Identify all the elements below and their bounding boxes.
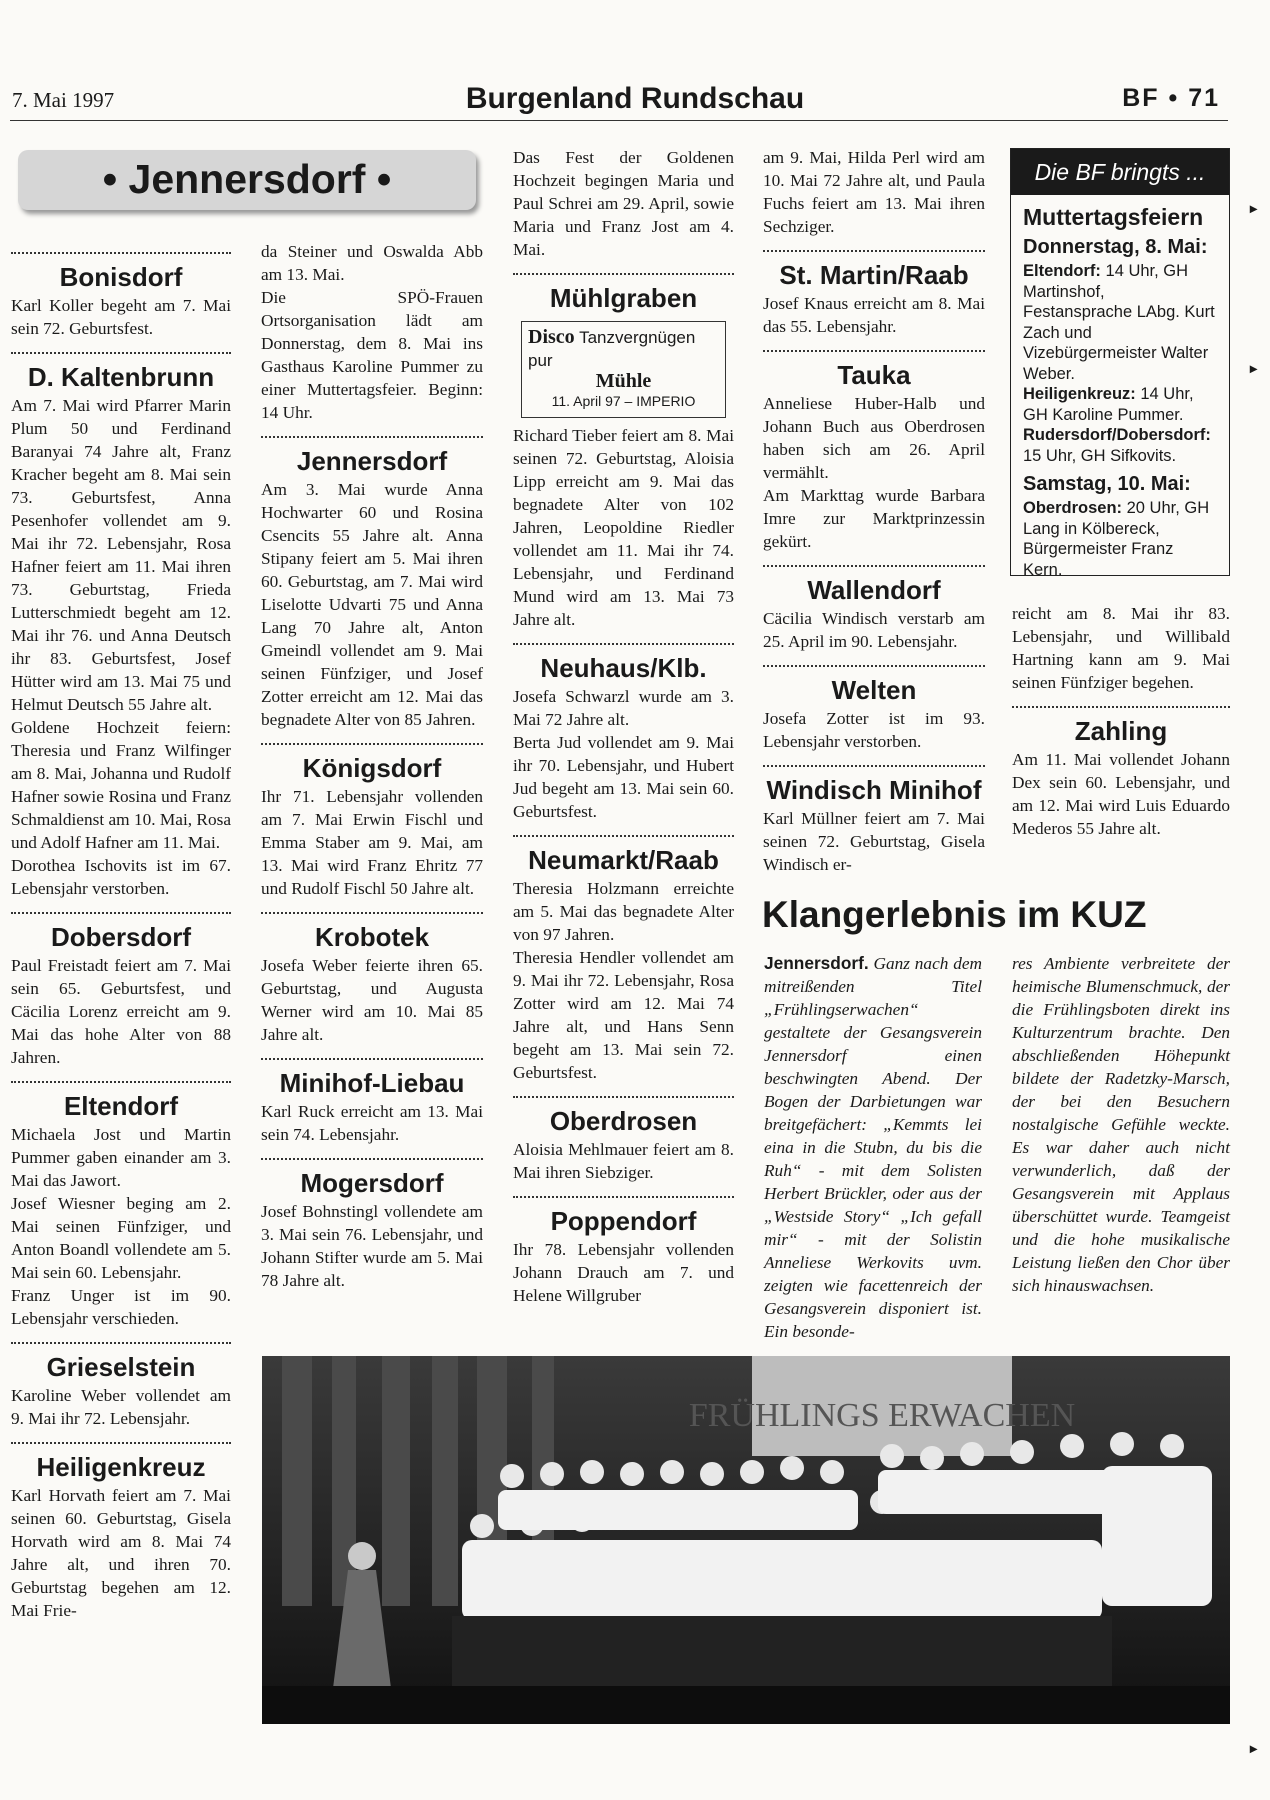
news-paragraph: Josef Knaus erreicht am 8. Mai das 55. Lebensjahr. bbox=[763, 294, 985, 336]
dotted-divider bbox=[261, 436, 483, 438]
news-paragraph: Ihr 71. Lebensjahr vollenden am 7. Mai Erwin Fischl und Emma Staber am 9. Mai, am 13. Mai wird Franz Ehritz 77 und Rudolf Fischl 50 Jahre alt. bbox=[261, 787, 483, 898]
dotted-divider bbox=[513, 1196, 734, 1198]
dotted-divider bbox=[11, 1342, 231, 1344]
locality-heading: St. Martin/Raab bbox=[779, 260, 969, 290]
news-paragraph: Karl Koller begeht am 7. Mai sein 72. Geburtsfest. bbox=[11, 296, 231, 338]
page-header bbox=[0, 82, 1270, 118]
newspaper-title: Burgenland Rundschau bbox=[465, 82, 805, 115]
news-paragraph: Ihr 78. Lebensjahr vollenden Johann Drauch am 7. und Helene Willgruber bbox=[513, 1240, 734, 1305]
ad-venue: Mühle bbox=[595, 370, 652, 392]
news-paragraph: Am 11. Mai vollendet Johann Dex sein 60. Lebensjahr, und am 12. Mai wird Luis Eduardo Mederos 55 Jahre alt. bbox=[1012, 750, 1230, 838]
ad-date: 11. April 97 – IMPERIO bbox=[551, 393, 696, 409]
header-rule bbox=[10, 120, 1228, 121]
locality-heading: Wallendorf bbox=[807, 575, 941, 605]
story-column-b: res Ambiente verbreitete der heimische Blumenschmuck, der die Frühlingsboten direkt ins Kulturzentrum brachte. Den abschließenden Höhepunkt bildete der Radetzky-Marsch, der bei den Besuchern nostalgische Gefühle weckte. Es war daher auch nicht verwunderlich, daß der Gesangsverein mit Applaus überschüttet wurde. Teamgeist und die hohe musikalische Leistung ließen den Chor über sich hinauswachsen. bbox=[1012, 954, 1230, 1295]
news-paragraph: Michaela Jost und Martin Pummer gaben einander am 3. Mai das Jawort. bbox=[11, 1125, 231, 1190]
news-paragraph: Anneliese Huber-Halb und Johann Buch aus Oberdrosen haben sich am 26. April vermählt. bbox=[763, 394, 985, 482]
margin-mark: ▸ bbox=[1250, 360, 1258, 376]
news-paragraph: Karl Horvath feiert am 7. Mai seinen 60. Geburtstag, Gisela Horvath wird am 8. Mai 74 Jahre alt, und ihren 70. Geburtstag begehen am 12. Mai Frie- bbox=[11, 1486, 231, 1620]
dotted-divider bbox=[1012, 706, 1230, 708]
locality-heading: Minihof-Liebau bbox=[279, 1068, 465, 1098]
dotted-divider bbox=[261, 1158, 483, 1160]
locality-heading: Krobotek bbox=[314, 922, 430, 952]
news-paragraph: Das Fest der Goldenen Hochzeit begingen Maria und Paul Schrei am 29. April, sowie Maria und Franz Jost am 4. Mai. bbox=[513, 148, 734, 259]
news-paragraph: da Steiner und Oswalda Abb am 13. Mai. bbox=[261, 242, 483, 284]
page-number: BF • 71 bbox=[1122, 84, 1220, 112]
event-item: Heiligenkreuz: 14 Uhr, GH Karoline Pummer. bbox=[1023, 385, 1194, 424]
locality-heading: Eltendorf bbox=[63, 1091, 179, 1121]
news-paragraph: am 9. Mai, Hilda Perl wird am 10. Mai 72 Jahre alt, und Paula Fuchs feiert am 13. Mai ihren Sechziger. bbox=[763, 148, 985, 236]
news-paragraph: Josefa Schwarzl wurde am 3. Mai 72 Jahre alt. bbox=[513, 687, 734, 729]
events-day-2: Samstag, 10. Mai: bbox=[1023, 473, 1191, 495]
dotted-divider bbox=[261, 1058, 483, 1060]
dotted-divider bbox=[11, 1081, 231, 1083]
locality-heading: Zahling bbox=[1074, 716, 1168, 746]
story-dateline: Jennersdorf. bbox=[764, 953, 869, 973]
news-paragraph: Dorothea Ischovits ist im 67. Lebensjahr verstorben. bbox=[11, 856, 231, 898]
news-paragraph: Goldene Hochzeit feiern: Theresia und Franz Wilfinger am 8. Mai, Johanna und Rudolf Hafner sowie Rosina und Franz Schmaldienst am 10. Mai, Rosa und Adolf Hafner am 11. Mai. bbox=[11, 718, 231, 852]
locality-heading: Dobersdorf bbox=[50, 922, 192, 952]
dotted-divider bbox=[513, 643, 734, 645]
news-paragraph: Josef Wiesner beging am 2. Mai seinen Fünfziger, und Anton Boandl vollendete am 5. Mai sein 60. Lebensjahr. bbox=[11, 1194, 231, 1282]
locality-heading: Heiligenkreuz bbox=[36, 1452, 206, 1482]
choir-photo-illustration bbox=[262, 1356, 1230, 1724]
locality-heading: Grieselstein bbox=[46, 1352, 196, 1382]
news-paragraph: Franz Unger ist im 90. Lebensjahr verschieden. bbox=[11, 1286, 231, 1328]
dotted-divider bbox=[763, 350, 985, 352]
section-banner: • Jennersdorf • bbox=[18, 150, 476, 210]
news-paragraph: Die SPÖ-Frauen Ortsorganisation lädt am Donnerstag, dem 8. Mai ins Gasthaus Karoline Pummer zu einer Muttertagsfeier. Beginn: 14 Uhr. bbox=[261, 288, 483, 422]
locality-heading: Königsdorf bbox=[302, 753, 442, 783]
choir-photo bbox=[262, 1356, 1230, 1724]
disco-ad bbox=[521, 321, 726, 418]
locality-heading: D. Kaltenbrunn bbox=[27, 362, 215, 392]
story-headline: Klangerlebnis im KUZ bbox=[762, 894, 1147, 935]
ad-tagline: Tanzvergnügen pur bbox=[528, 328, 696, 370]
events-day-1: Donnerstag, 8. Mai: bbox=[1023, 236, 1208, 258]
news-paragraph: Aloisia Mehlmauer feiert am 8. Mai ihren Siebziger. bbox=[513, 1140, 734, 1182]
locality-heading: Mühlgraben bbox=[549, 283, 698, 313]
event-item: Oberdrosen: 20 Uhr, GH Lang in Kölbereck, Bürgermeister Franz Kern. bbox=[1023, 499, 1210, 579]
column-4 bbox=[763, 146, 985, 876]
event-item: Rudersdorf/Dobersdorf: 15 Uhr, GH Sifkovits. bbox=[1023, 426, 1211, 465]
margin-mark: ▸ bbox=[1250, 1740, 1258, 1756]
dotted-divider bbox=[513, 1096, 734, 1098]
photo-banner-text: FRÜHLINGS ERWACHEN bbox=[688, 1397, 1076, 1434]
events-box bbox=[1010, 148, 1230, 579]
news-paragraph: Am 3. Mai wurde Anna Hochwarter 60 und Rosina Csencits 55 Jahre alt. Anna Stipany feiert am 5. Mai ihren 60. Geburtstag, am 7. Mai wird Liselotte Udvarti 75 und Anna Lang 70 Jahre alt, Anton Gmeindl vollendet am 9. Mai seinen Fünfziger, und Josef Zotter erreicht am 12. Mai das begnadete Alter von 85 Jahren. bbox=[261, 480, 483, 729]
news-paragraph: Am 7. Mai wird Pfarrer Marin Plum 50 und Ferdinand Baranyai 74 Jahre alt, Franz Kracher begeht am 8. Mai sein 73. Geburtsfest, Anna Pesenhofer vollendet am 9. Mai ihr 72. Lebensjahr, Rosa Hafner feiert am 11. Mai ihren 73. Geburtstag, Frieda Lutterschmiedt begeht am 12. Mai ihr 76. und Anna Deutsch ihr 83. Geburtsfest, Josef Hütter wird am 13. Mai 75 und Helmut Deutsch 55 Jahre alt. bbox=[11, 396, 231, 714]
news-paragraph: Theresia Hendler vollendet am 9. Mai ihr 72. Lebensjahr, Rosa Zotter wird am 12. Mai 74 Jahre alt, und Hans Senn begeht am 13. Mai sein 72. Geburtsfest. bbox=[513, 948, 734, 1082]
dotted-divider bbox=[261, 912, 483, 914]
events-heading: Muttertagsfeiern bbox=[1023, 204, 1204, 230]
locality-heading: Oberdrosen bbox=[549, 1106, 698, 1136]
dotted-divider bbox=[11, 252, 231, 254]
story-column-a: Jennersdorf. Ganz nach dem mitreißenden Titel „Frühlingserwachen“ gestaltete der Gesangsverein Jennersdorf einen beschwingten Abend. Der Bogen der Darbietungen war breitgefächert: „Kemmts lei eina in die Stubn, du bis die Ruh“ - mit dem Solisten Herbert Brückler, oder aus der „Westside Story“ „Ich gefall mir“ - mit der Solistin Anneliese Werkovits uvm. zeigten wie facettenreich der Gesangsverein disponiert ist. Ein besonde- bbox=[764, 953, 982, 1341]
dotted-divider bbox=[11, 1442, 231, 1444]
news-paragraph: Paul Freistadt feiert am 7. Mai sein 65. Geburtsfest, und Cäcilia Lorenz erreicht am 9. Mai das hohe Alter von 88 Jahren. bbox=[11, 956, 231, 1067]
locality-heading: Mogersdorf bbox=[300, 1168, 444, 1198]
news-paragraph: Berta Jud vollendet am 9. Mai ihr 70. Lebensjahr, und Hubert Jud begeht am 13. Mai sein 60. Geburtsfest. bbox=[513, 733, 734, 821]
news-paragraph: Richard Tieber feiert am 8. Mai seinen 72. Geburtstag, Aloisia Lipp erreicht am 9. Mai das begnadete Alter von 102 Jahren, Leopoldine Riedler vollendet am 11. Mai ihr 74. Lebensjahr, und Ferdinand Mund wird am 13. Mai 73 Jahre alt. bbox=[513, 426, 734, 629]
news-paragraph: Karl Ruck erreicht am 13. Mai sein 74. Lebensjahr. bbox=[261, 1102, 483, 1144]
dotted-divider bbox=[763, 765, 985, 767]
dotted-divider bbox=[513, 835, 734, 837]
locality-heading: Neumarkt/Raab bbox=[528, 845, 719, 875]
news-paragraph: Josefa Weber feierte ihren 65. Geburtstag, und Augusta Werner wird am 10. Mai 85 Jahre alt. bbox=[261, 956, 483, 1044]
column-3 bbox=[513, 146, 734, 1307]
dotted-divider bbox=[513, 273, 734, 275]
locality-heading: Jennersdorf bbox=[296, 446, 448, 476]
issue-date: 7. Mai 1997 bbox=[12, 88, 115, 112]
margin-mark: ▸ bbox=[1250, 200, 1258, 216]
dotted-divider bbox=[11, 912, 231, 914]
news-paragraph: Am Markttag wurde Barbara Imre zur Marktprinzessin gekürt. bbox=[763, 486, 985, 551]
locality-heading: Poppendorf bbox=[550, 1206, 697, 1236]
news-paragraph: reicht am 8. Mai ihr 83. Lebensjahr, und Willibald Hartning kann am 9. Mai seinen Fünfziger begehen. bbox=[1012, 604, 1230, 692]
column-1 bbox=[11, 240, 231, 1622]
column-2 bbox=[261, 240, 483, 1292]
news-paragraph: Josefa Zotter ist im 93. Lebensjahr verstorben. bbox=[763, 709, 985, 751]
locality-heading: Bonisdorf bbox=[59, 262, 183, 292]
dotted-divider bbox=[11, 352, 231, 354]
news-paragraph: Karl Müllner feiert am 7. Mai seinen 72. Geburtstag, Gisela Windisch er- bbox=[763, 809, 985, 874]
ad-disco: Disco bbox=[528, 326, 575, 348]
news-paragraph: Cäcilia Windisch verstarb am 25. April im 90. Lebensjahr. bbox=[763, 609, 985, 651]
dotted-divider bbox=[763, 665, 985, 667]
locality-heading: Neuhaus/Klb. bbox=[540, 653, 707, 683]
dotted-divider bbox=[261, 743, 483, 745]
dotted-divider bbox=[763, 565, 985, 567]
locality-heading: Windisch Minihof bbox=[766, 775, 982, 805]
dotted-divider bbox=[763, 250, 985, 252]
news-paragraph: Josef Bohnstingl vollendete am 3. Mai sein 76. Lebensjahr, und Johann Stifter wurde am 5. Mai 78 Jahre alt. bbox=[261, 1202, 483, 1290]
locality-heading: Tauka bbox=[837, 360, 911, 390]
news-paragraph: Karoline Weber vollendet am 9. Mai ihr 72. Lebensjahr. bbox=[11, 1386, 231, 1428]
column-5 bbox=[1012, 602, 1230, 840]
news-paragraph: Theresia Holzmann erreichte am 5. Mai das begnadete Alter von 97 Jahren. bbox=[513, 879, 734, 944]
event-item: Eltendorf: 14 Uhr, GH Martinshof, Festansprache LAbg. Kurt Zach und Vizebürgermeister Walter Weber. bbox=[1023, 262, 1215, 383]
events-box-title: Die BF bringts ... bbox=[1011, 149, 1229, 195]
locality-heading: Welten bbox=[831, 675, 917, 705]
